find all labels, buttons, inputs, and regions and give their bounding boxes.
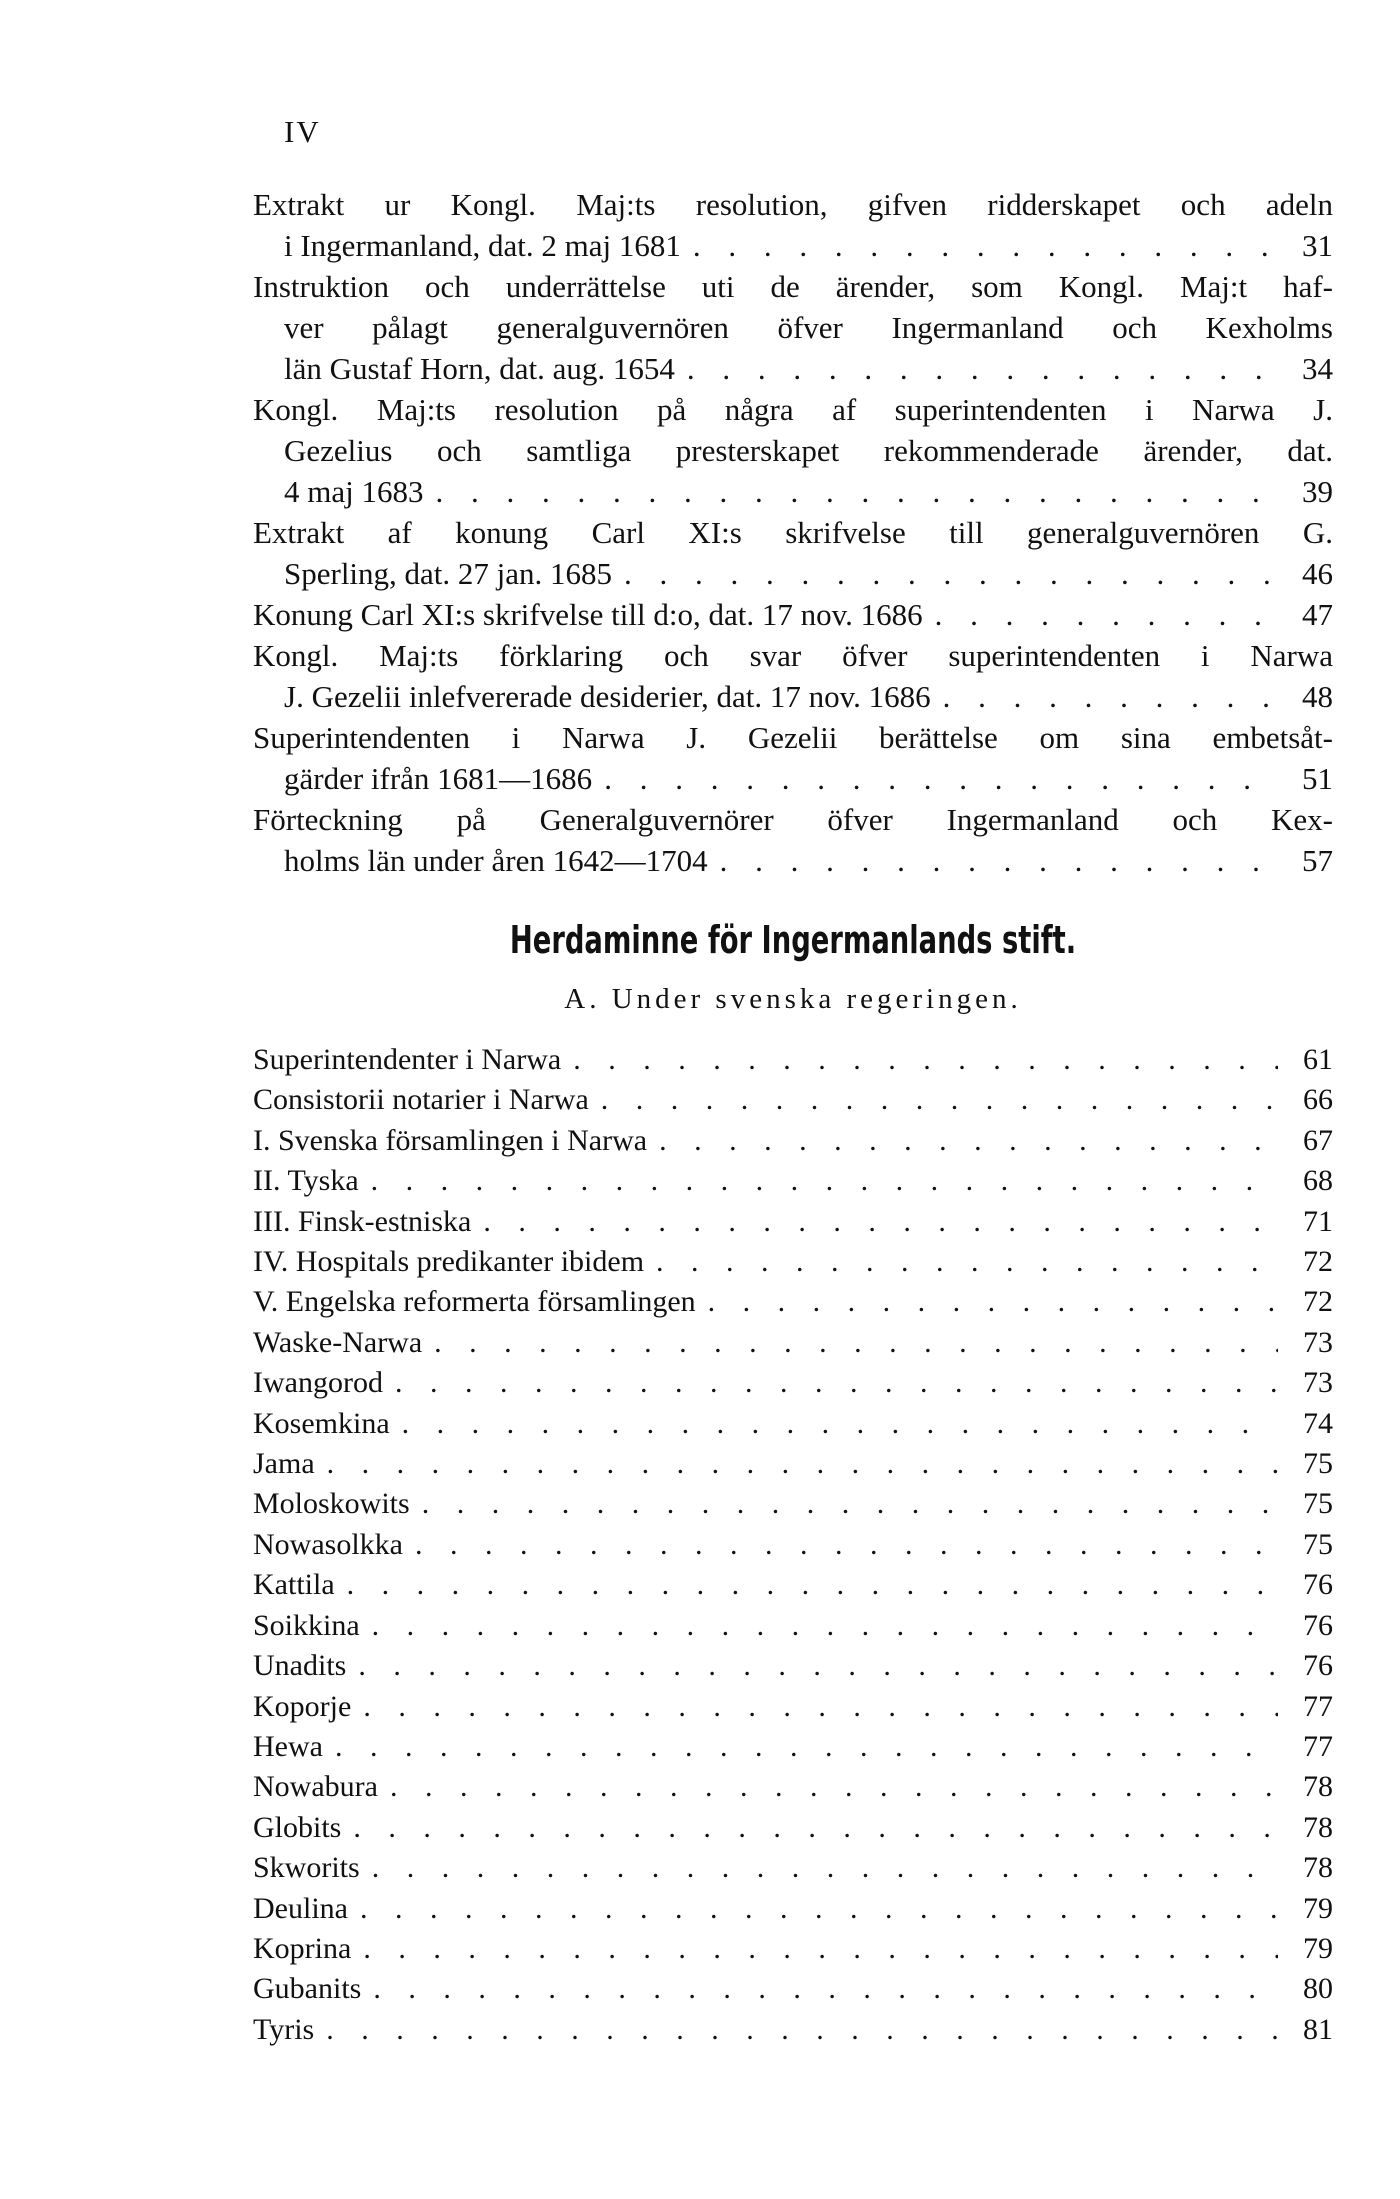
- leader-dots: [561, 1040, 1278, 1080]
- leader-dots: [323, 1727, 1278, 1767]
- entry-label: Deulina: [253, 1891, 348, 1925]
- entry-line: Sperling, dat. 27 jan. 1685: [284, 556, 613, 591]
- leader-dots: [592, 758, 1278, 799]
- entry-label: Koporje: [253, 1689, 352, 1723]
- toc-row: [253, 1404, 1333, 1444]
- page-number: IV: [284, 114, 321, 149]
- toc-row: [253, 1444, 1333, 1484]
- leader-dots: [681, 225, 1278, 266]
- page-ref: 67: [1303, 1123, 1333, 1157]
- entry-label: Soikkina: [253, 1608, 360, 1642]
- toc-row: [253, 1121, 1333, 1161]
- toc-row: [253, 1161, 1333, 1201]
- toc-entry: [253, 266, 1333, 389]
- page-ref: 72: [1303, 1245, 1333, 1279]
- leader-dots: [923, 594, 1278, 635]
- leader-dots: [612, 553, 1278, 594]
- toc-row: [253, 1484, 1333, 1524]
- leader-dots: [410, 1484, 1278, 1524]
- page-ref: 73: [1303, 1325, 1333, 1359]
- leader-dots: [361, 1969, 1278, 2009]
- page-ref: 78: [1303, 1851, 1333, 1885]
- entry-line: Superintendenten i Narwa J. Gezelii berättelse om sina embetsåt-: [253, 720, 1333, 755]
- page-ref: 75: [1303, 1487, 1333, 1521]
- toc-entry: [253, 635, 1333, 717]
- entry-line: län Gustaf Horn, dat. aug. 1654: [284, 351, 675, 386]
- entry-label: Gubanits: [253, 1972, 362, 2006]
- leader-dots: [378, 1767, 1278, 1807]
- page-ref: 78: [1303, 1770, 1333, 1804]
- toc-row: [253, 1323, 1333, 1363]
- leader-dots: [314, 2010, 1278, 2050]
- page-ref: 72: [1303, 1285, 1333, 1319]
- toc-entry: [253, 389, 1333, 512]
- toc-row: [253, 1929, 1333, 1969]
- page-ref: 71: [1303, 1204, 1333, 1238]
- leader-dots: [390, 1404, 1278, 1444]
- page-ref: 75: [1303, 1527, 1333, 1561]
- leader-dots: [647, 1121, 1278, 1161]
- toc-entry: [253, 799, 1333, 881]
- entry-line: Instruktion och underrättelse uti de ärender, som Kongl. Maj:t haf-: [253, 269, 1333, 304]
- parish-list: [253, 1040, 1333, 2050]
- entry-label: Nowasolkka: [253, 1527, 403, 1561]
- page-ref: 76: [1303, 1568, 1333, 1602]
- entry-label: Moloskowits: [253, 1487, 410, 1521]
- page-ref: 79: [1303, 1891, 1333, 1925]
- leader-dots: [335, 1565, 1278, 1605]
- toc-row: [253, 1606, 1333, 1646]
- page-ref: 78: [1303, 1810, 1333, 1844]
- entry-line: J. Gezelii inlefvererade desiderier, dat. 17 nov. 1686: [284, 679, 931, 714]
- entry-line: gärder ifrån 1681—1686: [284, 761, 593, 796]
- toc-row: [253, 1687, 1333, 1727]
- page-ref: 51: [1302, 761, 1333, 796]
- toc-row: [253, 1202, 1333, 1242]
- toc-row: [253, 2010, 1333, 2050]
- page-ref: 77: [1303, 1689, 1333, 1723]
- toc-row: [253, 1969, 1333, 2009]
- entry-line: 4 maj 1683: [284, 474, 424, 509]
- leader-dots: [346, 1646, 1278, 1686]
- entry-line: i Ingermanland, dat. 2 maj 1681: [284, 228, 681, 263]
- toc-row: [253, 1525, 1333, 1565]
- page-ref: 31: [1302, 228, 1333, 263]
- toc-row: [253, 1767, 1333, 1807]
- toc-entry: [253, 512, 1333, 594]
- page-ref: 46: [1302, 556, 1333, 591]
- page-ref: 80: [1303, 1972, 1333, 2006]
- leader-dots: [383, 1363, 1278, 1403]
- leader-dots: [351, 1929, 1278, 1969]
- toc-row: [253, 1242, 1333, 1282]
- entry-line: Kongl. Maj:ts resolution på några af superintendenten i Narwa J.: [253, 392, 1333, 427]
- entry-line: Kongl. Maj:ts förklaring och svar öfver superintendenten i Narwa: [253, 638, 1333, 673]
- leader-dots: [589, 1080, 1278, 1120]
- entry-line: Gezelius och samtliga presterskapet rekommenderade ärender, dat.: [284, 433, 1333, 468]
- toc-row: [253, 1808, 1333, 1848]
- entry-label: Unadits: [253, 1649, 347, 1683]
- leader-dots: [422, 1323, 1278, 1363]
- page-ref: 76: [1303, 1608, 1333, 1642]
- entry-line: ver pålagt generalguvernören öfver Ingermanland och Kexholms: [284, 310, 1333, 345]
- entry-label: I. Svenska församlingen i Narwa: [253, 1123, 648, 1157]
- page-ref: 47: [1302, 597, 1333, 632]
- leader-dots: [348, 1889, 1278, 1929]
- entry-line: Konung Carl XI:s skrifvelse till d:o, dat. 17 nov. 1686: [253, 597, 923, 632]
- entry-label: IV. Hospitals predikanter ibidem: [253, 1245, 645, 1279]
- page-ref: 75: [1303, 1447, 1333, 1481]
- page-ref: 77: [1303, 1729, 1333, 1763]
- leader-dots: [351, 1687, 1278, 1727]
- entry-label: Waske-Narwa: [253, 1325, 423, 1359]
- leader-dots: [341, 1808, 1278, 1848]
- toc-row: [253, 1565, 1333, 1605]
- page-ref: 39: [1302, 474, 1333, 509]
- toc-entry: [253, 184, 1333, 266]
- page-ref: 73: [1303, 1366, 1333, 1400]
- entry-label: II. Tyska: [253, 1164, 359, 1198]
- leader-dots: [708, 840, 1278, 881]
- leader-dots: [675, 348, 1278, 389]
- entry-label: Tyris: [253, 2012, 315, 2046]
- page-ref: 68: [1303, 1164, 1333, 1198]
- leader-dots: [360, 1606, 1278, 1646]
- toc-entry: [253, 717, 1333, 799]
- entry-line: Extrakt af konung Carl XI:s skrifvelse till generalguvernören G.: [253, 515, 1333, 550]
- entry-line: Förteckning på Generalguvernörer öfver Ingermanland och Kex-: [253, 802, 1333, 837]
- leader-dots: [403, 1525, 1278, 1565]
- entry-label: Koprina: [253, 1931, 352, 1965]
- leader-dots: [471, 1202, 1278, 1242]
- section-subheading: A. Under svenska regeringen.: [564, 983, 1022, 1015]
- entry-label: Consistorii notarier i Narwa: [253, 1083, 589, 1117]
- entry-line: Extrakt ur Kongl. Maj:ts resolution, gifven ridderskapet och adeln: [253, 187, 1333, 222]
- page-ref: 74: [1303, 1406, 1333, 1440]
- entry-label: Iwangorod: [253, 1366, 383, 1400]
- toc-row: [253, 1646, 1333, 1686]
- toc-entry: [253, 594, 1333, 635]
- toc-row: [253, 1363, 1333, 1403]
- entry-label: Nowabura: [253, 1770, 378, 1804]
- leader-dots: [315, 1444, 1278, 1484]
- leader-dots: [696, 1282, 1278, 1322]
- leader-dots: [360, 1848, 1278, 1888]
- entry-label: Hewa: [253, 1729, 323, 1763]
- toc-row: [253, 1040, 1333, 1080]
- page-ref: 76: [1303, 1649, 1333, 1683]
- page-ref: 34: [1302, 351, 1333, 386]
- toc-row: [253, 1282, 1333, 1322]
- section-heading: Herdaminne för Ingermanlands stift.: [509, 918, 1077, 962]
- entry-label: Globits: [253, 1810, 342, 1844]
- leader-dots: [424, 471, 1279, 512]
- entry-label: Kosemkina: [253, 1406, 390, 1440]
- page-ref: 81: [1303, 2012, 1333, 2046]
- entry-line: holms län under åren 1642—1704: [284, 843, 708, 878]
- toc-row: [253, 1889, 1333, 1929]
- page-ref: 79: [1303, 1931, 1333, 1965]
- page-ref: 61: [1303, 1043, 1333, 1076]
- page-ref: 48: [1302, 679, 1333, 714]
- entry-label: Skworits: [253, 1851, 360, 1885]
- page-ref: 57: [1302, 843, 1333, 878]
- leader-dots: [359, 1161, 1278, 1201]
- entry-label: Jama: [253, 1447, 315, 1481]
- toc-row: [253, 1727, 1333, 1767]
- toc-row: [253, 1848, 1333, 1888]
- leader-dots: [644, 1242, 1278, 1282]
- entry-label: V. Engelska reformerta församlingen: [253, 1285, 696, 1319]
- entry-label: Kattila: [253, 1568, 335, 1602]
- page-ref: 66: [1303, 1083, 1333, 1117]
- entry-label: III. Finsk-estniska: [253, 1204, 472, 1238]
- toc-row: [253, 1080, 1333, 1120]
- leader-dots: [931, 676, 1278, 717]
- document-list: [253, 184, 1333, 881]
- entry-label: Superintendenter i Narwa: [253, 1043, 562, 1076]
